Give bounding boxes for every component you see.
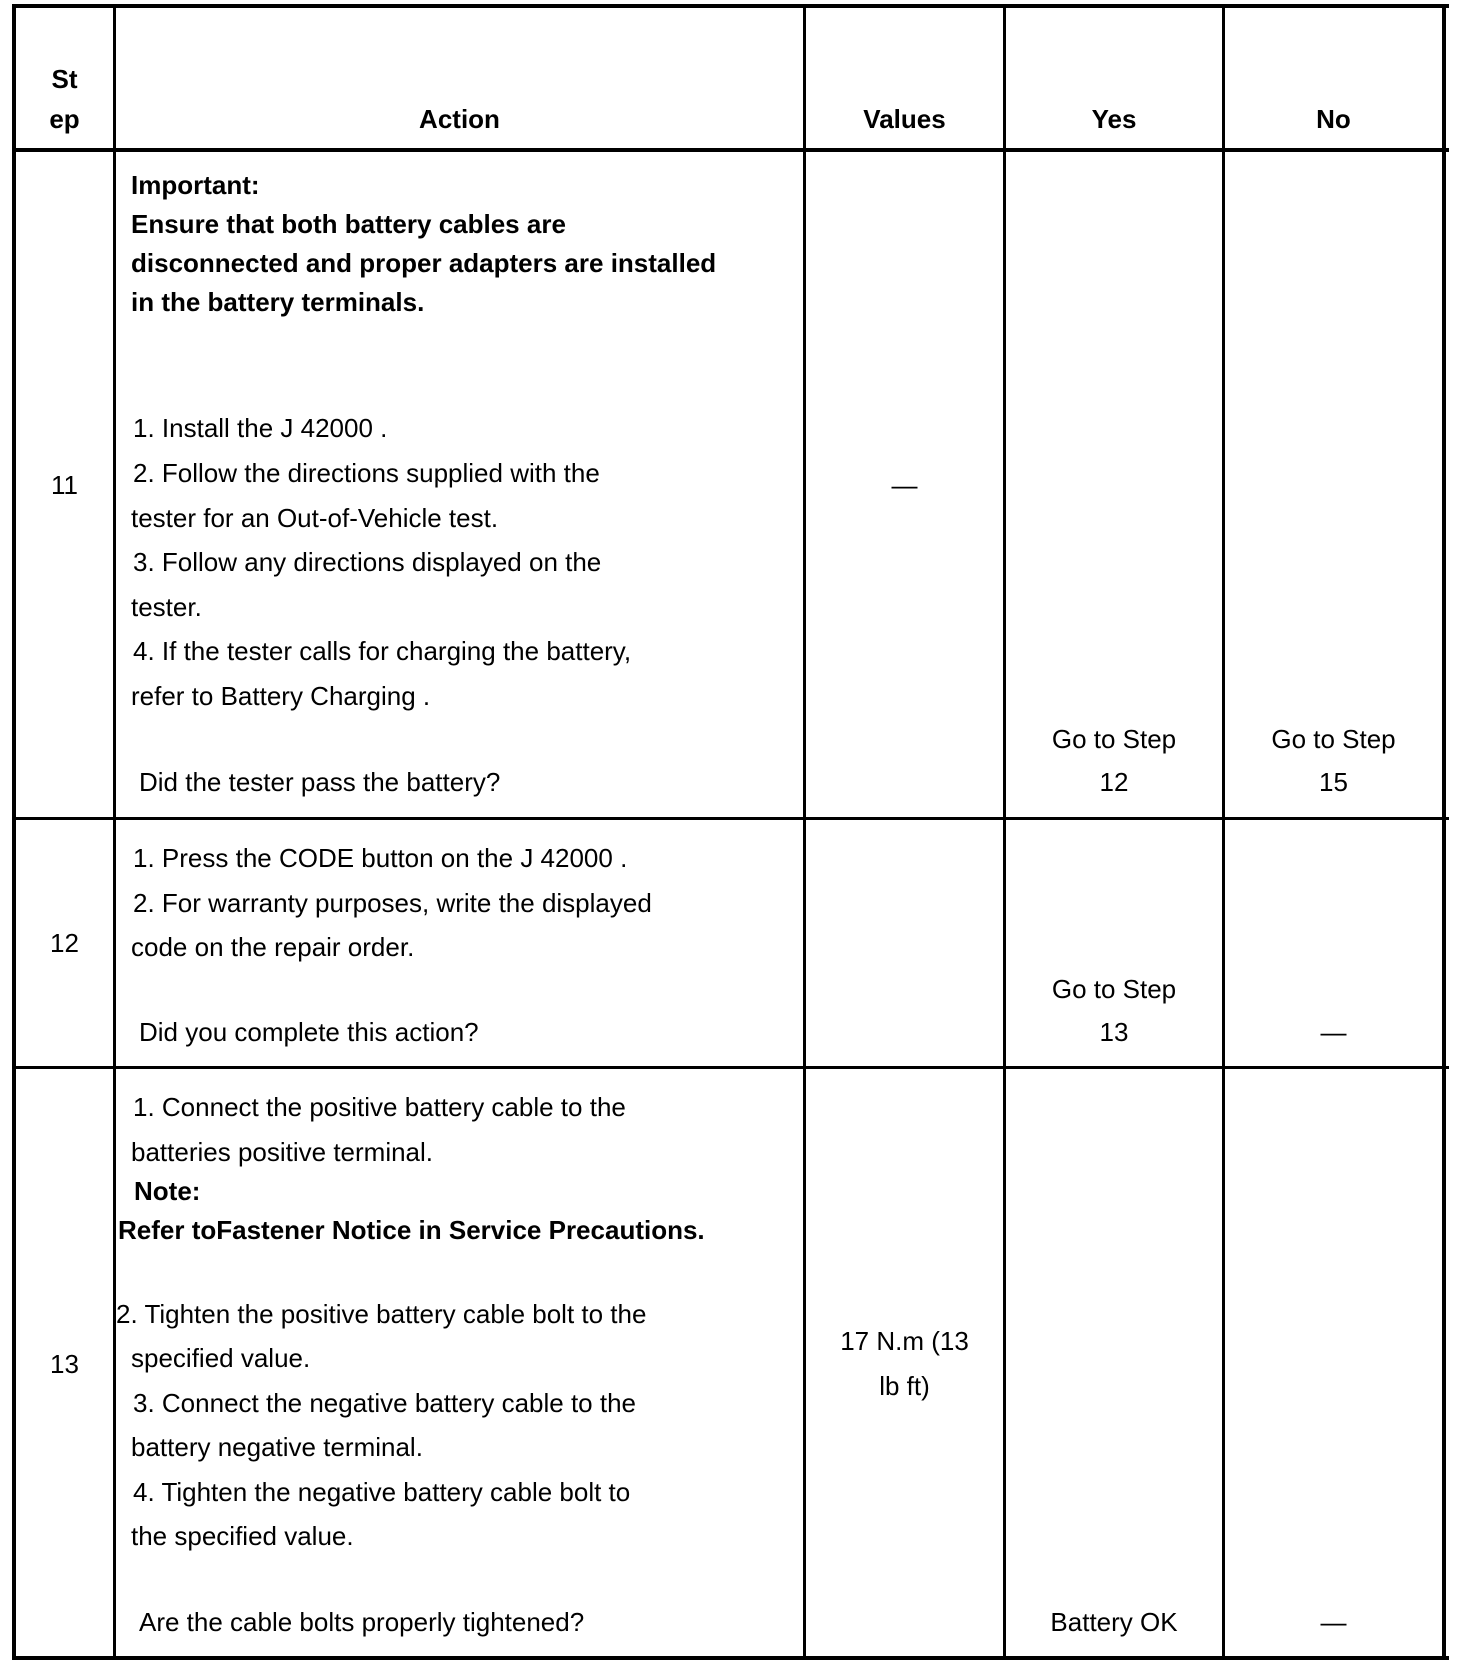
instruction-line: the specified value.	[131, 1521, 354, 1551]
step-number: 12	[50, 928, 79, 958]
instruction-line: 2. For warranty purposes, write the displayed	[133, 888, 652, 918]
instruction-line: 3. Connect the negative battery cable to the	[133, 1388, 637, 1418]
instruction-line: 4. Tighten the negative battery cable bolt to	[133, 1477, 631, 1507]
note-text: Refer toFastener Notice in Service Precautions.	[118, 1215, 705, 1245]
instruction-line: batteries positive terminal.	[131, 1137, 434, 1167]
instruction-line: 2. Tighten the positive battery cable bolt to the	[116, 1299, 647, 1329]
no-result: —	[1320, 1017, 1347, 1047]
no-result: 15	[1319, 767, 1348, 797]
important-text: in the battery terminals.	[131, 287, 425, 317]
header-no: No	[1316, 104, 1351, 134]
no-result: Go to Step	[1271, 724, 1396, 754]
instruction-line: tester for an Out-of-Vehicle test.	[131, 503, 499, 533]
instruction-line: 3. Follow any directions displayed on the	[133, 547, 602, 577]
header-divider	[12, 148, 1449, 152]
note-label: Note:	[134, 1176, 201, 1206]
step-number: 13	[50, 1349, 79, 1379]
header-step-line-1: St	[51, 64, 78, 94]
yes-result: 13	[1099, 1017, 1129, 1047]
instruction-line: 1. Press the CODE button on the J 42000 .	[133, 843, 628, 873]
header-step-line-2: ep	[49, 104, 80, 134]
important-text: disconnected and proper adapters are installed	[131, 248, 717, 278]
value-cell: —	[891, 470, 918, 500]
instruction-line: code on the repair order.	[131, 932, 415, 962]
instruction-line: specified value.	[131, 1343, 311, 1373]
yes-result: Go to Step	[1051, 724, 1177, 754]
header-values: Values	[863, 104, 946, 134]
instruction-line: refer to Battery Charging .	[131, 681, 431, 711]
important-text: Ensure that both battery cables are	[131, 209, 566, 239]
yes-result: Battery OK	[1050, 1607, 1178, 1637]
question: Did you complete this action?	[139, 1017, 479, 1047]
instruction-line: 1. Install the J 42000 .	[133, 413, 388, 443]
table-border-bottom	[12, 1656, 1449, 1660]
header-yes: Yes	[1091, 104, 1137, 134]
table-border-left	[12, 4, 16, 1660]
row-divider	[12, 1066, 1449, 1069]
header-action: Action	[419, 104, 500, 134]
question: Are the cable bolts properly tightened?	[139, 1607, 585, 1637]
instruction-line: 4. If the tester calls for charging the battery,	[133, 636, 632, 666]
column-divider	[1003, 4, 1006, 1660]
column-divider	[1222, 4, 1225, 1660]
instruction-line: 2. Follow the directions supplied with the	[133, 458, 600, 488]
table-border-right	[1442, 4, 1446, 1660]
instruction-line: tester.	[131, 592, 202, 622]
instruction-line: 1. Connect the positive battery cable to the	[133, 1092, 626, 1122]
step-number: 11	[51, 470, 78, 500]
table-border-top	[12, 4, 1449, 8]
value-cell: lb ft)	[879, 1371, 930, 1401]
question: Did the tester pass the battery?	[139, 767, 501, 797]
column-divider	[803, 4, 806, 1660]
column-divider	[113, 4, 116, 1660]
instruction-line: battery negative terminal.	[131, 1432, 423, 1462]
no-result: —	[1320, 1607, 1347, 1637]
row-divider	[12, 817, 1449, 820]
yes-result: Go to Step	[1051, 974, 1177, 1004]
value-cell: 17 N.m (13	[840, 1326, 969, 1356]
yes-result: 12	[1099, 767, 1129, 797]
important-label: Important:	[131, 170, 260, 200]
